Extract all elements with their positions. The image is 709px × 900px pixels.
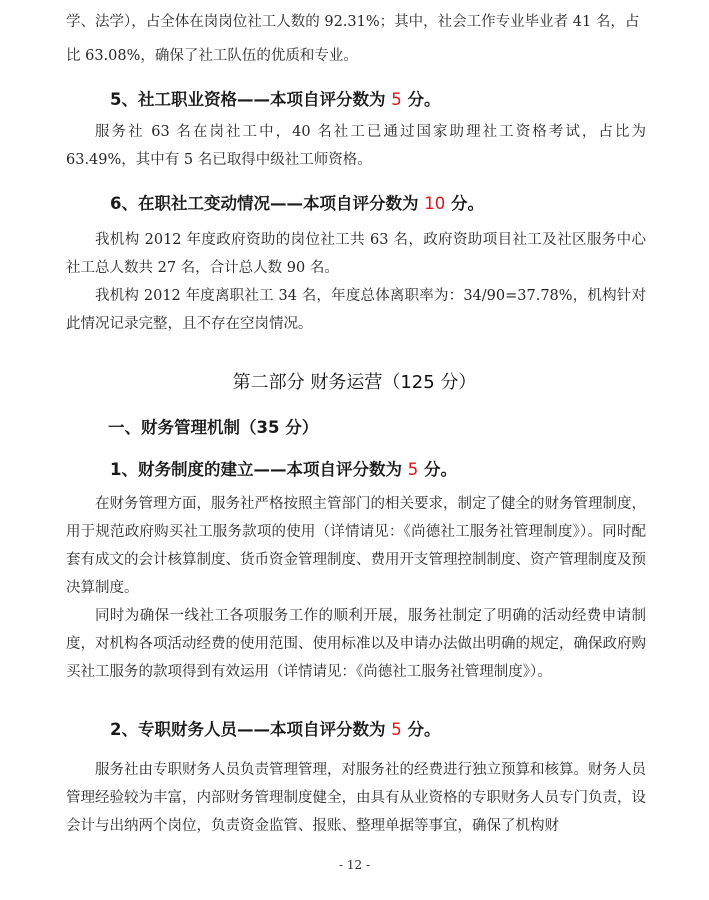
paragraph-text: 服务社由专职财务人员负责管理管理，对服务社的经费进行独立预算和核算。财务人员管理经验较为丰富，内部财务管理制度健全，由具有从业资格的专职财务人员专门负责，设会计与出纳两个岗位，负责资金监管、报账、整理单据等事宜，确保了机构财	[66, 762, 646, 834]
paragraph-text: 同时为确保一线社工各项服务工作的顺利开展，服务社制定了明确的活动经费申请制度，对机构各项活动经费的使用范围、使用标准以及申请办法做出明确的规定，确保政府购买社工服务的款项得到有效运用（详情请见：《尚德社工服务社管理制度》）。	[66, 608, 646, 680]
section-heading	[110, 716, 440, 740]
heading-text: 1、财务制度的建立——本项自评分数为	[110, 460, 408, 479]
score-value: 5	[391, 720, 402, 739]
heading-text: 5、社工职业资格——本项自评分数为	[110, 90, 392, 109]
paragraph-text: 我机构 2012 年度政府资助的岗位社工共 63 名，政府资助项目社工及社区服务中心社工总人数共 27 名，合计总人数 90 名。	[66, 232, 646, 276]
section-heading	[110, 190, 484, 214]
score-value: 10	[424, 194, 446, 213]
score-value: 5	[391, 90, 402, 109]
heading-suffix: 分。	[418, 460, 457, 479]
body-paragraph	[66, 226, 646, 338]
heading-suffix: 分。	[401, 720, 441, 739]
body-paragraph	[66, 756, 646, 840]
paragraph-text: 我机构 2012 年度离职社工 34 名，年度总体离职率为：34/90=37.78%，机构针对此情况记录完整，且不存在空岗情况。	[66, 288, 646, 332]
body-paragraph	[66, 490, 646, 686]
score-value: 5	[407, 460, 419, 479]
part-title: 第二部分 财务运营（125 分）	[232, 372, 477, 393]
body-paragraph	[66, 118, 646, 174]
heading-suffix: 分。	[401, 90, 441, 109]
section-heading	[110, 456, 457, 480]
heading-suffix: 分。	[445, 194, 484, 213]
paragraph-text: 服务社 63 名在岗社工中，40 名社工已通过国家助理社工资格考试，占比为 63.49%，其中有 5 名已取得中级社工师资格。	[66, 124, 646, 168]
section-heading	[110, 86, 440, 110]
page-number: - 12 -	[338, 858, 370, 872]
body-text-line: 学、法学），占全体在岗岗位社工人数的 92.31%；其中，社会工作专业毕业者 41 名，占	[66, 14, 640, 30]
body-text-line: 比 63.08%，确保了社工队伍的优质和专业。	[66, 48, 358, 64]
heading-text: 2、专职财务人员——本项自评分数为	[110, 720, 392, 739]
paragraph-text: 在财务管理方面，服务社严格按照主管部门的相关要求，制定了健全的财务管理制度，用于规范政府购买社工服务款项的使用（详情请见：《尚德社工服务社管理制度》）。同时配套有成文的会计核算制度、货币资金管理制度、费用开支管理控制制度、资产管理制度及预决算制度。	[66, 496, 646, 596]
heading-text: 6、在职社工变动情况——本项自评分数为	[110, 194, 425, 213]
subsection-heading: 一、财务管理机制（35 分）	[108, 418, 319, 437]
